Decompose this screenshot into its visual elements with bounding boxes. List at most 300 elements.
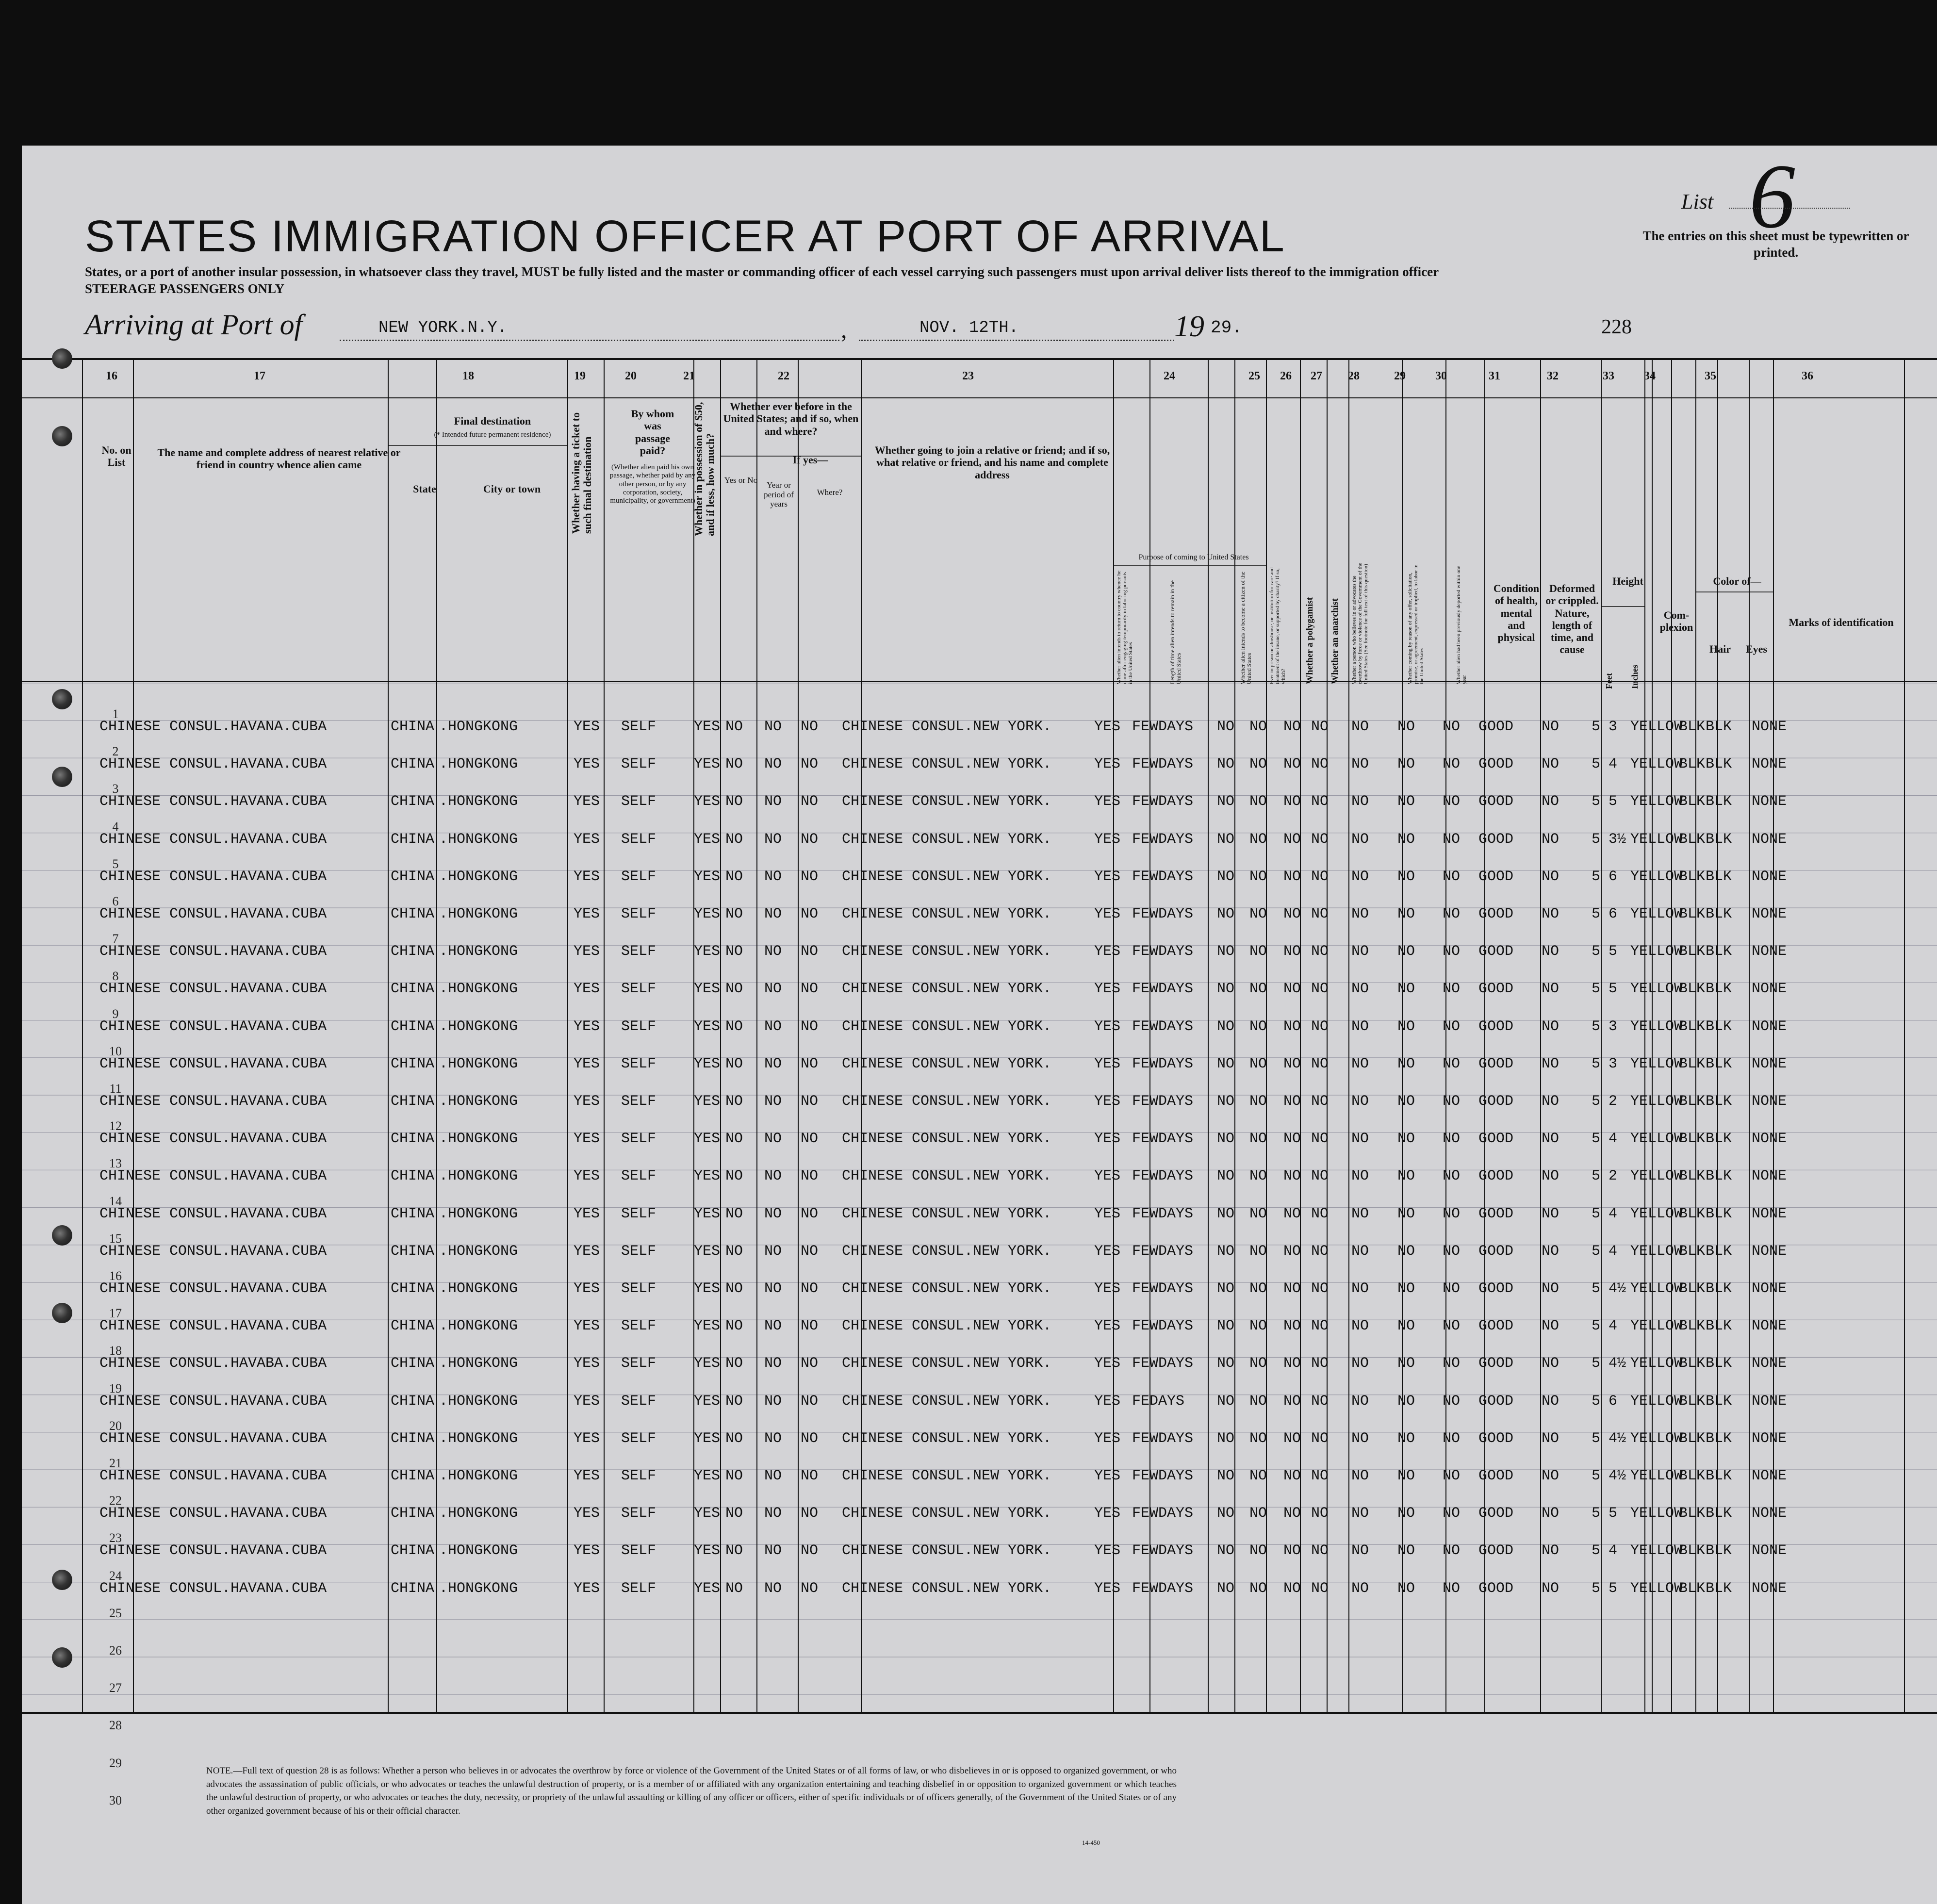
cell-feet: 5 [1592, 1018, 1601, 1035]
cell-where: NO [801, 1018, 819, 1035]
header-length: Length of time alien intends to remain in the United States [1169, 580, 1182, 684]
cell-money: YES [694, 868, 721, 885]
cell-prison: NO [1249, 1205, 1267, 1222]
column-number: 22 [778, 370, 789, 382]
cell-complexion: YELLOW [1630, 719, 1683, 735]
header-deformed: Deformed or crippled. Nature, length of time, and cause [1545, 582, 1599, 656]
cell-hair: BLK [1679, 793, 1706, 810]
cell-feet: 5 [1592, 831, 1601, 848]
header-city: City or town [483, 483, 541, 495]
cell-q29: NO [1397, 1468, 1415, 1484]
cell-length: FEDAYS [1132, 1393, 1185, 1410]
cell-feet: 5 [1592, 943, 1601, 960]
cell-state: CHINA [391, 719, 435, 735]
cell-money: YES [694, 906, 721, 922]
binder-hole [52, 689, 72, 709]
cell-where: NO [801, 1055, 819, 1072]
cell-health: GOOD [1478, 831, 1514, 848]
cell-anarchist: NO [1311, 1131, 1329, 1148]
cell-before: NO [725, 1505, 743, 1522]
port-underline [340, 340, 839, 341]
cell-relative: CHINESE CONSUL.HAVANA.CUBA [99, 1168, 327, 1185]
cell-feet: 5 [1592, 868, 1601, 885]
cell-polygamist: NO [1283, 1468, 1301, 1484]
cell-joining: CHINESE CONSUL.NEW YORK. [842, 831, 1052, 848]
cell-inches: 4 [1609, 1243, 1618, 1260]
cell-prison: NO [1249, 906, 1267, 922]
cell-relative: CHINESE CONSUL.HAVANA.CUBA [99, 1018, 327, 1035]
cell-health: GOOD [1478, 1243, 1514, 1260]
cell-anarchist: NO [1311, 831, 1329, 848]
cell-state: CHINA [391, 1468, 435, 1484]
cell-return: YES [1094, 1280, 1121, 1297]
cell-length: FEWDAYS [1132, 1280, 1194, 1297]
cell-money: YES [694, 981, 721, 998]
row-number: 23 [109, 1531, 122, 1545]
cell-deformed: NO [1542, 1280, 1559, 1297]
cell-eyes: BLK [1706, 1505, 1732, 1522]
cell-polygamist: NO [1283, 1580, 1301, 1597]
cell-q29: NO [1397, 1280, 1415, 1297]
cell-money: YES [694, 1018, 721, 1035]
header-return: Whether alien intends to return to country whence he came after engaging temporarily in laboring pursuits in the United States [1116, 571, 1134, 684]
cell-marks: NONE [1752, 1468, 1787, 1484]
cell-q29: NO [1397, 1018, 1415, 1035]
cell-joining: CHINESE CONSUL.NEW YORK. [842, 756, 1052, 773]
cell-hair: BLK [1679, 1055, 1706, 1072]
cell-complexion: YELLOW [1630, 1243, 1683, 1260]
cell-citizen: NO [1217, 1430, 1235, 1447]
cell-health: GOOD [1478, 1280, 1514, 1297]
cell-anarchist: NO [1311, 906, 1329, 922]
cell-feet: 5 [1592, 1393, 1601, 1410]
cell-joining: CHINESE CONSUL.NEW YORK. [842, 1093, 1052, 1110]
cell-inches: 3 [1609, 1018, 1618, 1035]
cell-deformed: NO [1542, 1468, 1559, 1484]
cell-deformed: NO [1542, 719, 1559, 735]
cell-q30: NO [1443, 1280, 1461, 1297]
cell-marks: NONE [1752, 1580, 1787, 1597]
cell-anarchist: NO [1311, 1580, 1329, 1597]
cell-years: NO [764, 1430, 782, 1447]
cell-relative: CHINESE CONSUL.HAVABA.CUBA [99, 1355, 327, 1372]
header-feet: Feet [1604, 673, 1614, 689]
cell-deformed: NO [1542, 1318, 1559, 1335]
cell-paid-by: SELF [621, 1393, 657, 1410]
column-number: 25 [1248, 370, 1260, 382]
cell-city: .HONGKONG [439, 868, 518, 885]
cell-q29: NO [1397, 1205, 1415, 1222]
cell-years: NO [764, 1055, 782, 1072]
cell-joining: CHINESE CONSUL.NEW YORK. [842, 943, 1052, 960]
cell-q28: NO [1351, 1318, 1369, 1335]
cell-polygamist: NO [1283, 1055, 1301, 1072]
cell-paid-by: SELF [621, 1055, 657, 1072]
date-value: NOV. 12TH. [919, 319, 1019, 337]
cell-before: NO [725, 1393, 743, 1410]
cell-eyes: BLK [1706, 943, 1732, 960]
cell-citizen: NO [1217, 1093, 1235, 1110]
cell-paid-by: SELF [621, 981, 657, 998]
cell-money: YES [694, 943, 721, 960]
cell-marks: NONE [1752, 981, 1787, 998]
cell-health: GOOD [1478, 1168, 1514, 1185]
cell-where: NO [801, 719, 819, 735]
cell-complexion: YELLOW [1630, 1580, 1683, 1597]
cell-q29: NO [1397, 1093, 1415, 1110]
cell-ticket: YES [574, 1393, 600, 1410]
column-number: 35 [1705, 370, 1716, 382]
cell-length: FEWDAYS [1132, 1430, 1194, 1447]
cell-inches: 4 [1609, 1318, 1618, 1335]
cell-prison: NO [1249, 756, 1267, 773]
cell-city: .HONGKONG [439, 1430, 518, 1447]
cell-paid-by: SELF [621, 943, 657, 960]
cell-paid-by: SELF [621, 1280, 657, 1297]
cell-state: CHINA [391, 981, 435, 998]
cell-citizen: NO [1217, 831, 1235, 848]
binder-hole [52, 1225, 72, 1246]
cell-ticket: YES [574, 1355, 600, 1372]
header-eyes: Eyes [1746, 643, 1767, 655]
cell-citizen: NO [1217, 1243, 1235, 1260]
header-paid-by-note: (Whether alien paid his own passage, whether paid by any other person, or by any corporation, society, municipality, or government) [609, 463, 696, 505]
cell-money: YES [694, 1168, 721, 1185]
cell-q28: NO [1351, 1468, 1369, 1484]
port-value: NEW YORK.N.Y. [378, 319, 508, 337]
cell-complexion: YELLOW [1630, 981, 1683, 998]
cell-prison: NO [1249, 1243, 1267, 1260]
cell-q30: NO [1443, 1055, 1461, 1072]
cell-relative: CHINESE CONSUL.HAVANA.CUBA [99, 1093, 327, 1110]
header-height: Height [1612, 575, 1643, 587]
binder-hole [52, 1303, 72, 1323]
cell-city: .HONGKONG [439, 793, 518, 810]
cell-before: NO [725, 1131, 743, 1148]
header-before-in-us: Whether ever before in the United States; and if so, when and where? [723, 400, 859, 437]
cell-where: NO [801, 1355, 819, 1372]
cell-paid-by: SELF [621, 1093, 657, 1110]
cell-eyes: BLK [1706, 793, 1732, 810]
cell-inches: 2 [1609, 1093, 1618, 1110]
cell-ticket: YES [574, 1243, 600, 1260]
cell-anarchist: NO [1311, 719, 1329, 735]
cell-prison: NO [1249, 1580, 1267, 1597]
cell-relative: CHINESE CONSUL.HAVANA.CUBA [99, 1205, 327, 1222]
column-number: 20 [625, 370, 637, 382]
cell-where: NO [801, 793, 819, 810]
cell-q30: NO [1443, 943, 1461, 960]
cell-hair: BLK [1679, 1205, 1706, 1222]
cell-paid-by: SELF [621, 793, 657, 810]
cell-where: NO [801, 1505, 819, 1522]
header-prison: Ever in prison or almshouse, or institution for care and treatment of the insane, or supported by charity? If so, which? [1269, 567, 1287, 684]
cell-money: YES [694, 1430, 721, 1447]
cell-polygamist: NO [1283, 793, 1301, 810]
cell-before: NO [725, 1318, 743, 1335]
cell-polygamist: NO [1283, 1168, 1301, 1185]
cell-city: .HONGKONG [439, 1393, 518, 1410]
header-complexion: Com- plexion [1659, 609, 1693, 634]
cell-before: NO [725, 1018, 743, 1035]
cell-feet: 5 [1592, 981, 1601, 998]
cell-city: .HONGKONG [439, 1505, 518, 1522]
cell-length: FEWDAYS [1132, 943, 1194, 960]
column-number: 30 [1435, 370, 1447, 382]
cell-money: YES [694, 1393, 721, 1410]
cell-q28: NO [1351, 943, 1369, 960]
cell-health: GOOD [1478, 1468, 1514, 1484]
cell-q29: NO [1397, 906, 1415, 922]
cell-health: GOOD [1478, 1018, 1514, 1035]
year-suffix: 29. [1211, 318, 1242, 338]
cell-prison: NO [1249, 1093, 1267, 1110]
cell-city: .HONGKONG [439, 719, 518, 735]
cell-length: FEWDAYS [1132, 1168, 1194, 1185]
cell-return: YES [1094, 1131, 1121, 1148]
cell-years: NO [764, 1543, 782, 1559]
cell-q28: NO [1351, 1205, 1369, 1222]
cell-eyes: BLK [1706, 868, 1732, 885]
cell-q30: NO [1443, 1243, 1461, 1260]
cell-marks: NONE [1752, 868, 1787, 885]
cell-ticket: YES [574, 1543, 600, 1559]
cell-q28: NO [1351, 1018, 1369, 1035]
cell-eyes: BLK [1706, 1093, 1732, 1110]
header-q30: Whether alien had been previously deported within one year [1456, 565, 1468, 684]
header-inches: Inches [1630, 664, 1640, 689]
cell-state: CHINA [391, 1280, 435, 1297]
header-paid-by: By whom was passage paid? [631, 408, 674, 457]
cell-prison: NO [1249, 1430, 1267, 1447]
cell-ticket: YES [574, 1055, 600, 1072]
cell-feet: 5 [1592, 1280, 1601, 1297]
cell-where: NO [801, 1205, 819, 1222]
cell-state: CHINA [391, 1318, 435, 1335]
cell-joining: CHINESE CONSUL.NEW YORK. [842, 1168, 1052, 1185]
cell-paid-by: SELF [621, 719, 657, 735]
cell-complexion: YELLOW [1630, 793, 1683, 810]
cell-hair: BLK [1679, 1018, 1706, 1035]
cell-years: NO [764, 1205, 782, 1222]
cell-city: .HONGKONG [439, 1580, 518, 1597]
cell-marks: NONE [1752, 1318, 1787, 1335]
cell-before: NO [725, 1430, 743, 1447]
cell-q30: NO [1443, 1131, 1461, 1148]
cell-eyes: BLK [1706, 1168, 1732, 1185]
cell-inches: 6 [1609, 1393, 1618, 1410]
cell-paid-by: SELF [621, 1355, 657, 1372]
cell-ticket: YES [574, 1430, 600, 1447]
row-number: 25 [109, 1606, 122, 1620]
cell-anarchist: NO [1311, 1205, 1329, 1222]
cell-q30: NO [1443, 1018, 1461, 1035]
cell-relative: CHINESE CONSUL.HAVANA.CUBA [99, 1280, 327, 1297]
row-number: 9 [112, 1006, 119, 1021]
column-number: 29 [1394, 370, 1406, 382]
cell-marks: NONE [1752, 1280, 1787, 1297]
cell-marks: NONE [1752, 1393, 1787, 1410]
cell-paid-by: SELF [621, 1543, 657, 1559]
cell-length: FEWDAYS [1132, 1543, 1194, 1559]
cell-years: NO [764, 1468, 782, 1484]
list-label: List [1681, 190, 1714, 213]
cell-feet: 5 [1592, 1318, 1601, 1335]
cell-state: CHINA [391, 868, 435, 885]
cell-relative: CHINESE CONSUL.HAVANA.CUBA [99, 981, 327, 998]
cell-relative: CHINESE CONSUL.HAVANA.CUBA [99, 1131, 327, 1148]
cell-hair: BLK [1679, 868, 1706, 885]
cell-where: NO [801, 756, 819, 773]
cell-health: GOOD [1478, 981, 1514, 998]
cell-joining: CHINESE CONSUL.NEW YORK. [842, 1280, 1052, 1297]
cell-state: CHINA [391, 831, 435, 848]
cell-state: CHINA [391, 1018, 435, 1035]
column-number: 24 [1164, 370, 1175, 382]
cell-years: NO [764, 793, 782, 810]
cell-polygamist: NO [1283, 1018, 1301, 1035]
cell-paid-by: SELF [621, 1468, 657, 1484]
cell-citizen: NO [1217, 1205, 1235, 1222]
cell-feet: 5 [1592, 1055, 1601, 1072]
cell-years: NO [764, 719, 782, 735]
cell-return: YES [1094, 1355, 1121, 1372]
row-number: 3 [112, 782, 119, 796]
cell-city: .HONGKONG [439, 981, 518, 998]
cell-q30: NO [1443, 906, 1461, 922]
cell-city: .HONGKONG [439, 1243, 518, 1260]
cell-anarchist: NO [1311, 1018, 1329, 1035]
binder-hole [52, 767, 72, 787]
column-number: 36 [1802, 370, 1813, 382]
cell-return: YES [1094, 1093, 1121, 1110]
cell-where: NO [801, 1393, 819, 1410]
cell-deformed: NO [1542, 831, 1559, 848]
cell-anarchist: NO [1311, 793, 1329, 810]
cell-anarchist: NO [1311, 1093, 1329, 1110]
cell-length: FEWDAYS [1132, 756, 1194, 773]
cell-citizen: NO [1217, 1393, 1235, 1410]
cell-complexion: YELLOW [1630, 831, 1683, 848]
cell-return: YES [1094, 831, 1121, 848]
cell-where: NO [801, 1543, 819, 1559]
cell-q30: NO [1443, 756, 1461, 773]
cell-q28: NO [1351, 1505, 1369, 1522]
cell-ticket: YES [574, 1505, 600, 1522]
cell-before: NO [725, 943, 743, 960]
cell-eyes: BLK [1706, 1243, 1732, 1260]
cell-q28: NO [1351, 1055, 1369, 1072]
column-number: 21 [683, 370, 695, 382]
cell-q30: NO [1443, 1430, 1461, 1447]
cell-prison: NO [1249, 1018, 1267, 1035]
cell-polygamist: NO [1283, 1318, 1301, 1335]
cell-paid-by: SELF [621, 831, 657, 848]
cell-joining: CHINESE CONSUL.NEW YORK. [842, 1243, 1052, 1260]
cell-deformed: NO [1542, 1055, 1559, 1072]
cell-years: NO [764, 1168, 782, 1185]
cell-q28: NO [1351, 981, 1369, 998]
row-number: 10 [109, 1044, 122, 1058]
cell-hair: BLK [1679, 1243, 1706, 1260]
cell-health: GOOD [1478, 1393, 1514, 1410]
cell-ticket: YES [574, 868, 600, 885]
cell-length: FEWDAYS [1132, 1505, 1194, 1522]
binder-hole [52, 1647, 72, 1668]
cell-ticket: YES [574, 756, 600, 773]
cell-money: YES [694, 1131, 721, 1148]
binder-hole [52, 1570, 72, 1590]
cell-before: NO [725, 1468, 743, 1484]
cell-q30: NO [1443, 719, 1461, 735]
cell-q29: NO [1397, 1393, 1415, 1410]
cell-hair: BLK [1679, 756, 1706, 773]
cell-deformed: NO [1542, 1393, 1559, 1410]
cell-eyes: BLK [1706, 1280, 1732, 1297]
list-number: 6 [1749, 146, 1795, 247]
cell-joining: CHINESE CONSUL.NEW YORK. [842, 1505, 1052, 1522]
cell-prison: NO [1249, 1168, 1267, 1185]
cell-anarchist: NO [1311, 1543, 1329, 1559]
header-joining: Whether going to join a relative or friend; and if so, what relative or friend, and his name and complete address [874, 444, 1110, 481]
cell-citizen: NO [1217, 793, 1235, 810]
cell-length: FEWDAYS [1132, 1243, 1194, 1260]
cell-city: .HONGKONG [439, 831, 518, 848]
cell-length: FEWDAYS [1132, 1018, 1194, 1035]
cell-complexion: YELLOW [1630, 1505, 1683, 1522]
cell-before: NO [725, 981, 743, 998]
cell-deformed: NO [1542, 1505, 1559, 1522]
comma: , [841, 316, 847, 343]
cell-q28: NO [1351, 1168, 1369, 1185]
cell-years: NO [764, 831, 782, 848]
cell-inches: 6 [1609, 906, 1618, 922]
column-number: 18 [462, 370, 474, 382]
cell-hair: BLK [1679, 981, 1706, 998]
cell-paid-by: SELF [621, 1505, 657, 1522]
cell-marks: NONE [1752, 1543, 1787, 1559]
cell-state: CHINA [391, 1543, 435, 1559]
cell-money: YES [694, 793, 721, 810]
cell-marks: NONE [1752, 719, 1787, 735]
cell-eyes: BLK [1706, 1393, 1732, 1410]
cell-q28: NO [1351, 1243, 1369, 1260]
cell-health: GOOD [1478, 1430, 1514, 1447]
header-polygamist: Whether a polygamist [1305, 597, 1315, 684]
cell-state: CHINA [391, 1093, 435, 1110]
cell-length: FEWDAYS [1132, 831, 1194, 848]
cell-before: NO [725, 868, 743, 885]
cell-eyes: BLK [1706, 1468, 1732, 1484]
cell-years: NO [764, 1093, 782, 1110]
cell-polygamist: NO [1283, 831, 1301, 848]
cell-years: NO [764, 1018, 782, 1035]
cell-inches: 4½ [1609, 1430, 1626, 1447]
cell-hair: BLK [1679, 1355, 1706, 1372]
cell-q30: NO [1443, 1318, 1461, 1335]
header-hair: Hair [1709, 643, 1731, 655]
row-number: 30 [109, 1793, 122, 1807]
cell-anarchist: NO [1311, 1055, 1329, 1072]
cell-hair: BLK [1679, 1168, 1706, 1185]
cell-return: YES [1094, 1205, 1121, 1222]
cell-anarchist: NO [1311, 868, 1329, 885]
row-number: 28 [109, 1718, 122, 1733]
cell-hair: BLK [1679, 1393, 1706, 1410]
cell-q28: NO [1351, 1131, 1369, 1148]
cell-before: NO [725, 1168, 743, 1185]
cell-where: NO [801, 1131, 819, 1148]
